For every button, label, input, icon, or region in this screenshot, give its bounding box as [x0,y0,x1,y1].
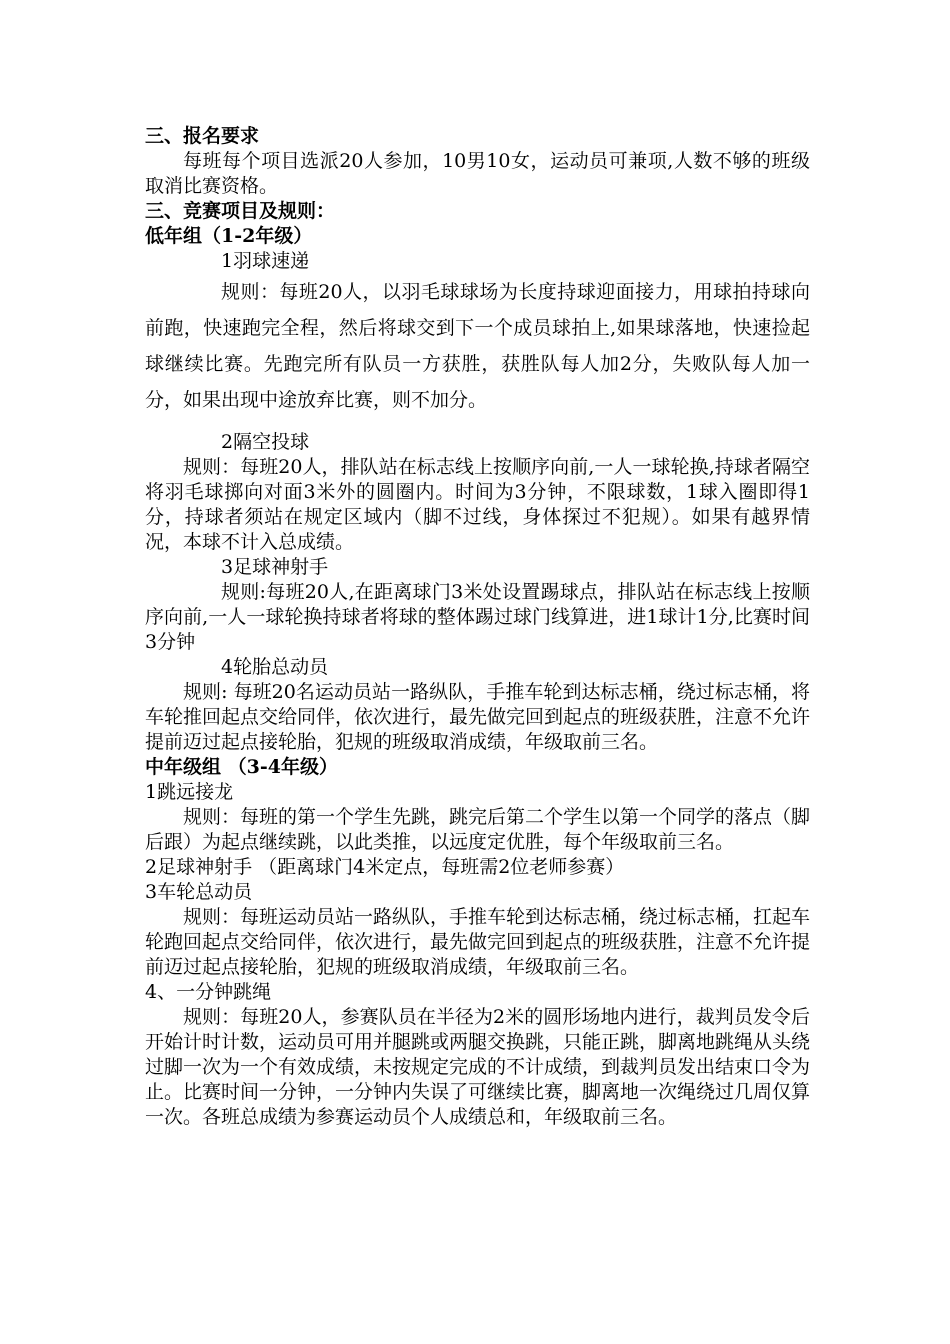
event-title: 1跳远接龙 [145,781,234,803]
mid-group-heading: 中年级组 （3-4年级） [145,756,338,778]
low-group-heading: 低年组（1-2年级） [145,225,313,247]
event-title: 3足球神射手 [221,556,329,578]
event-title: 2足球神射手 （距离球门4米定点，每班需2位老师参赛） [145,856,625,878]
event-rule: 规则: 每班20名运动员站一路纵队，手推车轮到达标志桶，绕过标志桶，将车轮推回起点交给同伴，依次进行，最先做完回到起点的班级获胜，注意不允许提前迈过起点接轮胎，犯规的班级取消成绩，年级取前三名。 [145,681,811,753]
event-title: 3车轮总动员 [145,881,253,903]
event-title: 4、一分钟跳绳 [145,981,272,1003]
registration-text: 每班每个项目选派20人参加，10男10女，运动员可兼项,人数不够的班级取消比赛资格。 [145,150,810,197]
event-title: 4轮胎总动员 [221,656,329,678]
event-rule: 规则：每班20人，排队站在标志线上按顺序向前,一人一球轮换,持球者隔空将羽毛球掷向对面3米外的圆圈内。时间为3分钟，不限球数，1球入圈即得1分，持球者须站在规定区域内（脚不过线，身体探过不犯规）。如果有越界情况，本球不计入总成绩。 [145,456,810,553]
document-body [145,124,810,1130]
event-rule: 规则：每班20人，以羽毛球球场为长度持球迎面接力，用球拍持球向前跑，快速跑完全程，然后将球交到下一个成员球拍上,如果球落地，快速捡起球继续比赛。先跑完所有队员一方获胜，获胜队每人加2分，失败队每人加一分，如果出现中途放弃比赛，则不加分。 [145,281,810,411]
event-title: 1羽球速递 [221,250,310,272]
event-rule: 规则：每班20人，参赛队员在半径为2米的圆形场地内进行，裁判员发令后开始计时计数，运动员可用并腿跳或两腿交换跳，只能正跳，脚离地跳绳从头绕过脚一次为一个有效成绩，未按规定完成的不计成绩，到裁判员发出结束口令为止。比赛时间一分钟，一分钟内失误了可继续比赛，脚离地一次绳绕过几周仅算一次。各班总成绩为参赛运动员个人成绩总和，年级取前三名。 [145,1006,811,1128]
events-heading: 三、竞赛项目及规则： [145,200,336,222]
event-rule: 规则：每班运动员站一路纵队，手推车轮到达标志桶，绕过标志桶，扛起车轮跑回起点交给同伴，依次进行，最先做完回到起点的班级获胜，注意不允许提前迈过起点接轮胎，犯规的班级取消成绩，年级取前三名。 [145,906,811,978]
event-title: 2隔空投球 [221,431,310,453]
event-rule: 规则：每班的第一个学生先跳，跳完后第二个学生以第一个同学的落点（脚后跟）为起点继续跳，以此类推，以远度定优胜，每个年级取前三名。 [145,806,811,853]
registration-heading: 三、报名要求 [145,125,260,147]
event-rule: 规则:每班20人,在距离球门3米处设置踢球点，排队站在标志线上按顺序向前,一人一球轮换持球者将球的整体踢过球门线算进，进1球计1分,比赛时间3分钟 [145,581,810,653]
